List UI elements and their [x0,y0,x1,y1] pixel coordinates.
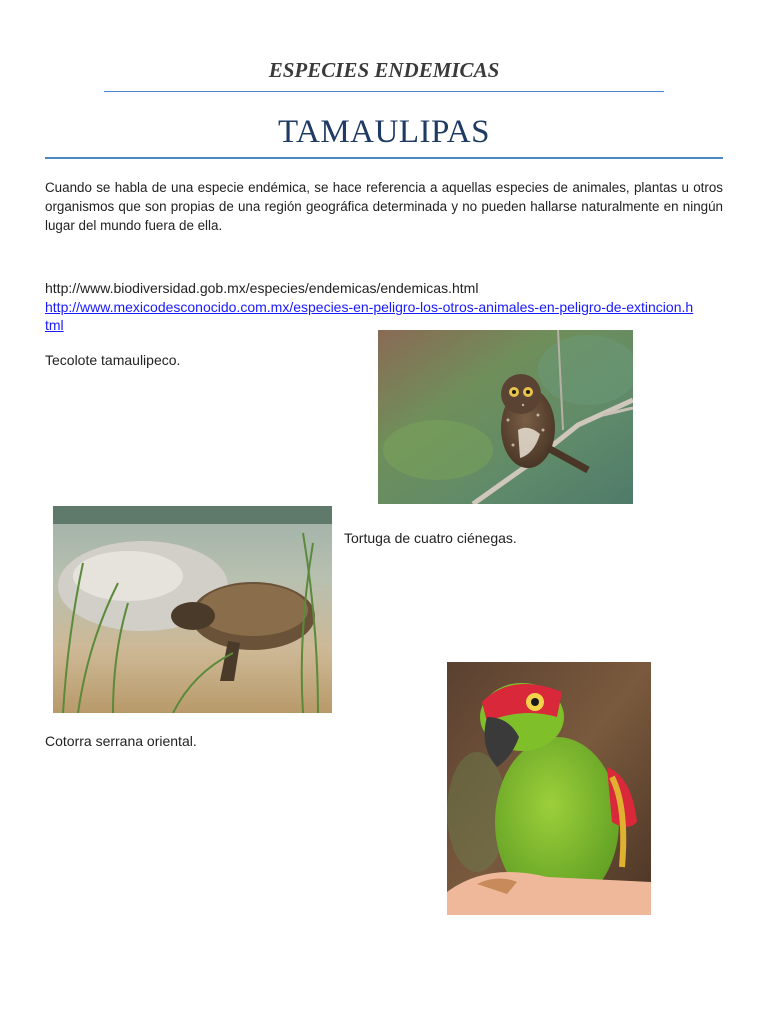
intro-paragraph: Cuando se habla de una especie endémica, se hace referencia a aquellas especies de animales, plantas u otros organismos que son propias de una región geográfica determinada y no pueden hallarse naturalmente en ningún lugar del mundo fuera de ella. [45,180,723,233]
parrot-photo [447,662,651,915]
parrot-caption: Cotorra serrana oriental. [45,733,197,749]
turtle-caption: Tortuga de cuatro ciénegas. [344,530,517,546]
species-hyperlink[interactable]: http://www.mexicodesconocido.com.mx/especies-en-peligro-los-otros-animales-en-peligro-de-extincion.html [45,299,694,333]
document-subtitle: ESPECIES ENDEMICAS [268,58,500,82]
document-title: TAMAULIPAS [277,114,490,150]
subtitle-divider [104,91,664,92]
title-divider [45,157,723,159]
owl-caption: Tecolote tamaulipeco. [45,352,181,368]
turtle-photo [53,506,332,713]
plain-url-text: http://www.biodiversidad.gob.mx/especies/endemicas/endemicas.html [45,280,479,296]
owl-photo [378,330,633,504]
